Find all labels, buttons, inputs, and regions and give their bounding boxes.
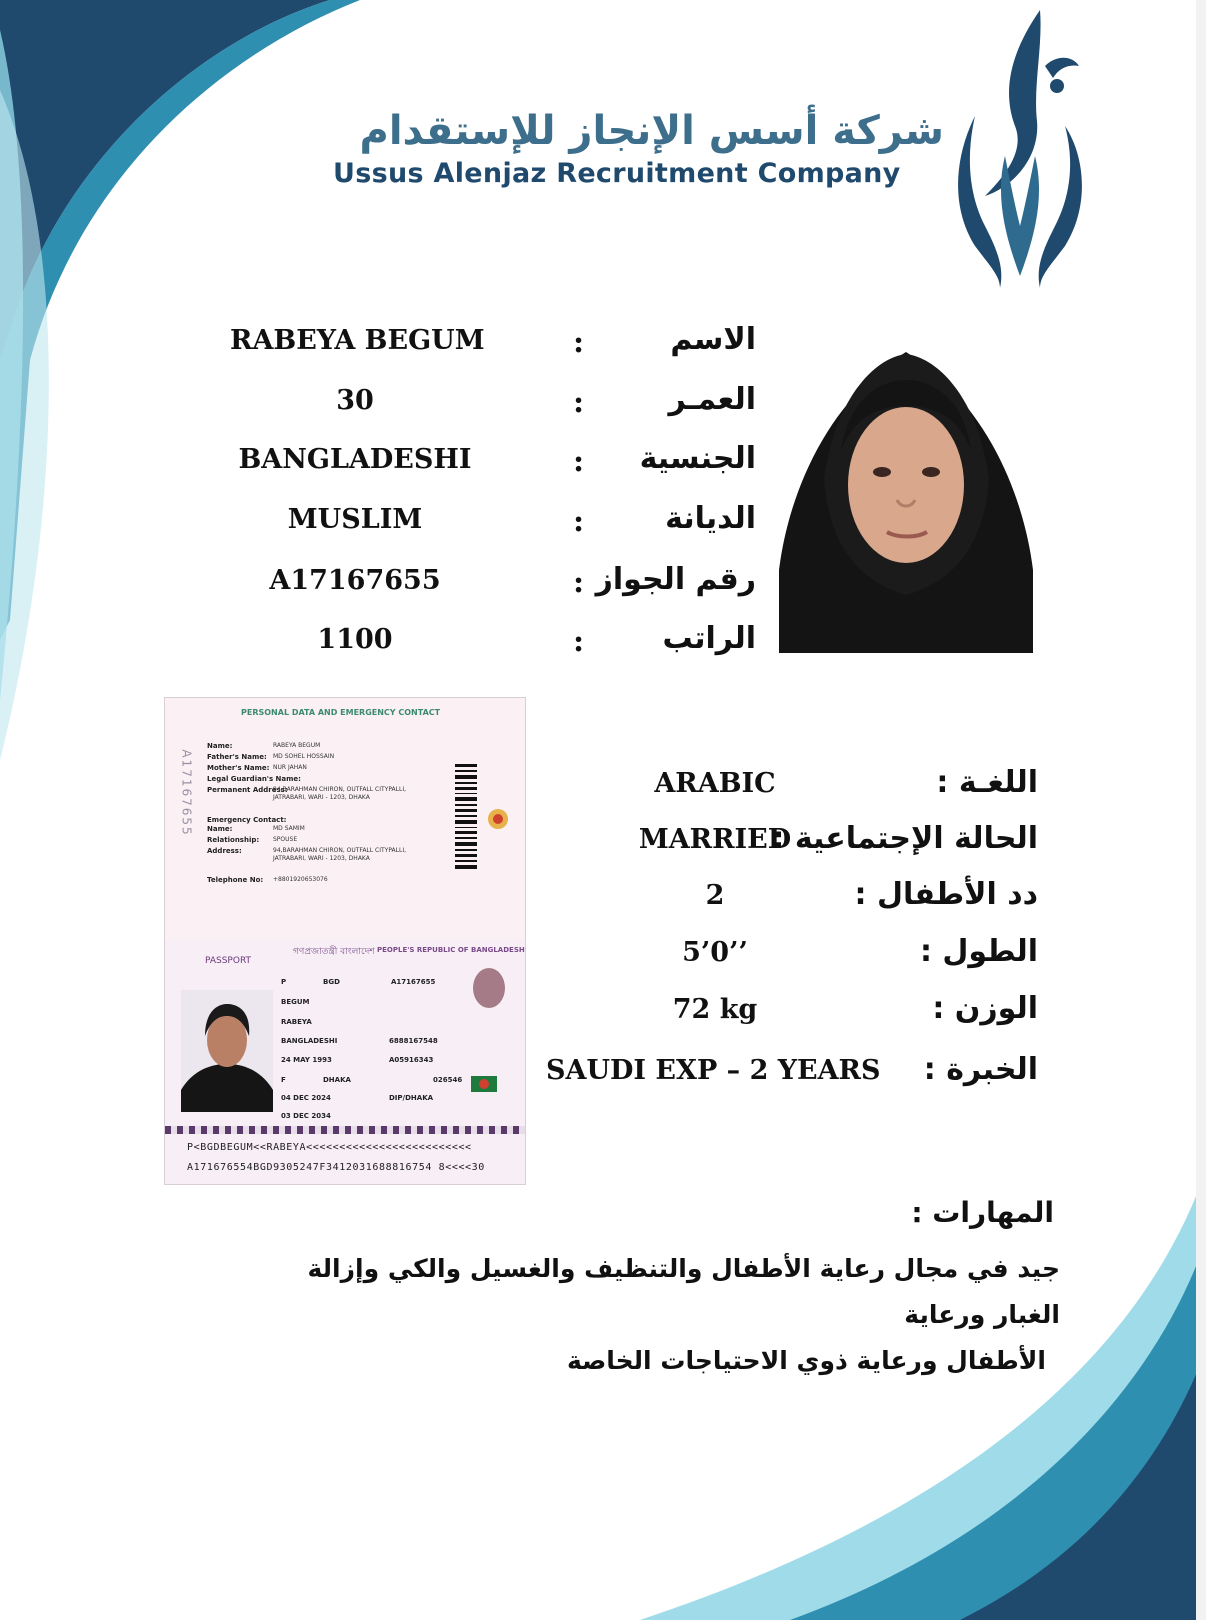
field-value: NUR JAHAN xyxy=(273,764,307,771)
colon: : xyxy=(573,325,585,360)
colon: : xyxy=(573,624,585,659)
language-value: ARABIC xyxy=(654,768,776,799)
field-label: Name: xyxy=(207,742,233,750)
skills-text xyxy=(270,1246,1060,1384)
field-label: Father's Name: xyxy=(207,753,267,761)
skills-line-2: الأطفال ورعاية ذوي الاحتياجات الخاصة xyxy=(566,1346,1046,1375)
children-value: 2 xyxy=(705,880,725,911)
marital-status-value: MARRIED xyxy=(638,824,792,855)
passport-code: BGD xyxy=(323,978,340,986)
language-label: اللغـة : xyxy=(936,765,1038,800)
company-emblem-icon xyxy=(945,6,1095,288)
colon: : xyxy=(573,504,585,539)
passport-type: P xyxy=(281,978,287,986)
salary-label: الراتب xyxy=(662,621,756,656)
passport-authority: DIP/DHAKA xyxy=(389,1094,434,1102)
weight-value: 72 kg xyxy=(672,994,758,1025)
field-label: Mother's Name: xyxy=(207,764,270,772)
age-value: 30 xyxy=(336,385,374,416)
field-label: Relationship: xyxy=(207,836,260,844)
skills-line-1: جيد في مجال رعاية الأطفال والتنظيف والغسيل والكي وإزالة الغبار ورعاية xyxy=(307,1254,1060,1329)
field-value: SPOUSE xyxy=(273,836,298,843)
salary-value: 1100 xyxy=(317,624,393,655)
passport-security-strip xyxy=(165,1126,525,1134)
field-label: Emergency Contact: xyxy=(207,816,287,824)
passport-barcode-icon xyxy=(455,764,477,874)
field-label: Telephone No: xyxy=(207,876,264,884)
passport-number-label: رقم الجواز xyxy=(595,562,756,597)
field-value: 94,BARAHMAN CHIRON, OUTFALL CITYPALLI, JATRABARI, WARI - 1203, DHAKA xyxy=(273,847,407,862)
field-value: MD SAMIM xyxy=(273,825,305,832)
religion-value: MUSLIM xyxy=(287,504,423,535)
field-label: Legal Guardian's Name: xyxy=(207,775,301,783)
passport-nationality: BANGLADESHI xyxy=(281,1037,338,1045)
candidate-photo xyxy=(779,340,1033,653)
nationality-label: الجنسية xyxy=(639,441,756,476)
passport-side-number: A17167655 xyxy=(179,749,194,837)
skills-title: المهارات : xyxy=(911,1196,1054,1229)
name-label: الاسم xyxy=(670,322,756,357)
passport-top-header: PERSONAL DATA AND EMERGENCY CONTACT xyxy=(241,708,441,717)
nationality-value: BANGLADESHI xyxy=(238,444,472,475)
passport-photo-page xyxy=(165,940,525,1184)
children-label: دد الأطفال : xyxy=(854,877,1038,912)
religion-label: الديانة xyxy=(665,501,756,536)
passport-mrz-line1: P<BGDBEGUM<<RABEYA<<<<<<<<<<<<<<<<<<<<<<<<< xyxy=(187,1142,472,1153)
passport-scan xyxy=(164,697,526,1185)
company-name-english: Ussus Alenjaz Recruitment Company xyxy=(333,158,901,189)
passport-ghost-photo xyxy=(473,968,505,1008)
passport-expiry: 03 DEC 2034 xyxy=(281,1112,331,1120)
field-value: 94,BARAHMAN CHIRON, OUTFALL CITYPALLI, JATRABARI, WARI - 1203, DHAKA xyxy=(273,786,407,801)
passport-emblem-icon xyxy=(487,808,509,830)
passport-dob: 24 MAY 1993 xyxy=(281,1056,332,1064)
passport-country: PEOPLE'S REPUBLIC OF BANGLADESH xyxy=(377,946,525,954)
field-label: Name: xyxy=(207,825,233,833)
passport-prev-no: A05916343 xyxy=(389,1056,434,1064)
height-label: الطول : xyxy=(919,934,1038,969)
experience-value: SAUDI EXP – 2 YEARS xyxy=(546,1055,881,1086)
passport-personal-no: 6888167548 xyxy=(389,1037,438,1045)
passport-word: PASSPORT xyxy=(205,956,252,966)
passport-number-value: A17167655 xyxy=(269,565,441,596)
passport-given-name: RABEYA xyxy=(281,1018,312,1026)
passport-holder-photo xyxy=(181,990,273,1112)
colon: : xyxy=(573,385,585,420)
experience-label: الخبرة : xyxy=(923,1052,1038,1087)
passport-sex: F xyxy=(281,1076,286,1084)
field-value: RABEYA BEGUM xyxy=(273,742,321,749)
passport-extra-no: 026546 xyxy=(433,1076,463,1084)
weight-label: الوزن : xyxy=(932,991,1038,1026)
name-value: RABEYA BEGUM xyxy=(230,325,485,356)
marital-status-label: الحالة الإجتماعية : xyxy=(772,821,1038,856)
field-label: Address: xyxy=(207,847,242,855)
field-label: Permanent Address: xyxy=(207,786,288,794)
passport-flag-icon xyxy=(471,1076,497,1092)
field-value: MD SOHEL HOSSAIN xyxy=(273,753,335,760)
passport-country-bn: গণপ্রজাতন্ত্রী বাংলাদেশ xyxy=(293,947,375,957)
field-value: +8801920653076 xyxy=(273,876,328,883)
passport-number: A17167655 xyxy=(391,978,436,986)
colon: : xyxy=(573,444,585,479)
company-name-arabic: شركة أسس الإنجاز للإستقدام xyxy=(359,108,944,154)
passport-mrz-line2: A171676554BGD9305247F3412031688816754 8<<<<30 xyxy=(187,1162,485,1173)
passport-surname: BEGUM xyxy=(281,998,310,1006)
passport-issue-date: 04 DEC 2024 xyxy=(281,1094,331,1102)
colon: : xyxy=(573,565,585,600)
age-label: العمـر xyxy=(668,382,756,417)
passport-birthplace: DHAKA xyxy=(323,1076,351,1084)
height-value: 5’0’’ xyxy=(682,937,748,968)
passport-data-page xyxy=(165,698,525,940)
